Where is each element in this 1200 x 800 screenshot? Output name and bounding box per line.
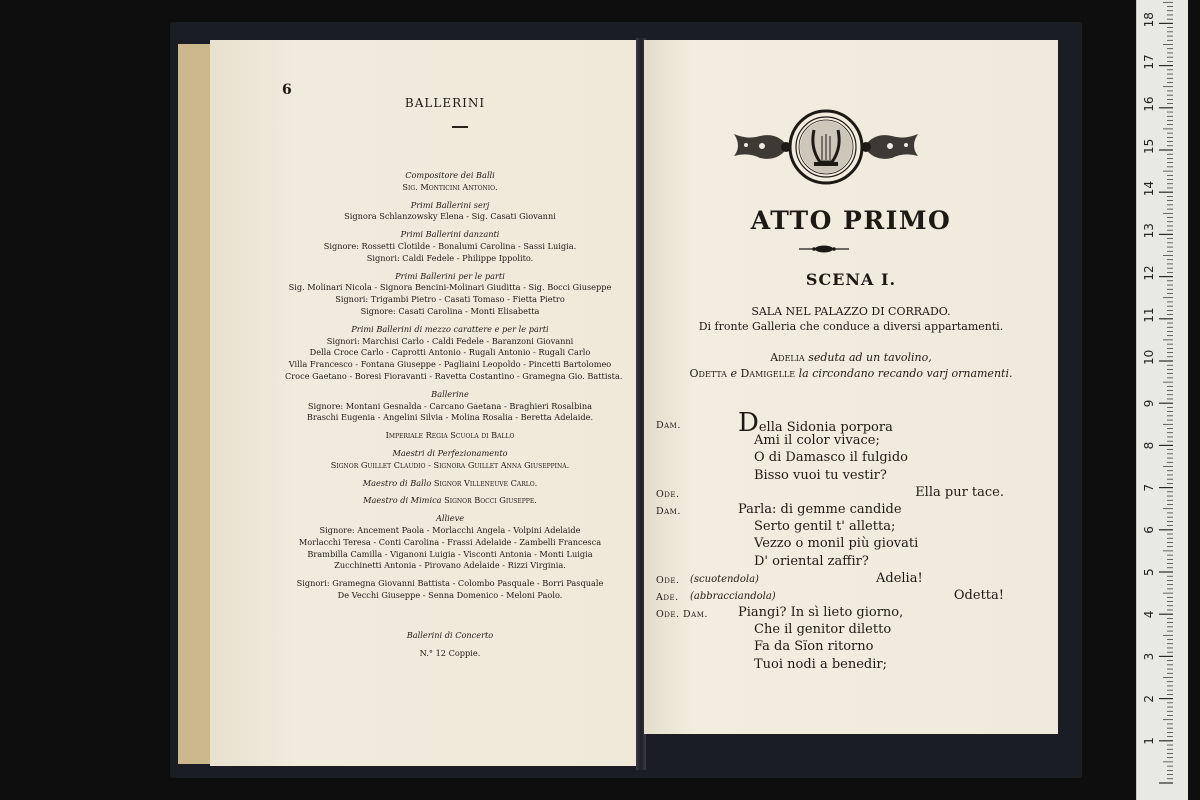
ruler-label: 4: [1142, 610, 1156, 619]
direction-text: la circondano recando varj ornamenti.: [798, 367, 1013, 380]
ruler-label: 3: [1142, 652, 1156, 661]
dialogue-line: [654, 501, 994, 518]
verse: Della Sidonia porpora: [738, 408, 893, 438]
speaker: Dam.: [656, 505, 681, 517]
ruler-label: 17: [1142, 54, 1156, 70]
cast-line: Signor Guillet Claudio - Signora Guillet Anna Giuseppina.: [330, 459, 570, 470]
dialogue: [654, 408, 1004, 673]
section-heading: Maestri di Perfezionamento: [392, 447, 508, 458]
right-page: [644, 40, 1058, 734]
dialogue-line: [654, 467, 994, 484]
ruler-label: 5: [1142, 568, 1156, 576]
dialogue-line: [654, 621, 994, 638]
cast-line: Zucchinetti Antonia - Pirovano Adelaide - Rizzi Virginia.: [334, 560, 566, 571]
cast-line: Signori: Gramegna Giovanni Battista - Colombo Pasquale - Borri Pasquale: [296, 578, 604, 589]
setting-line: Di fronte Galleria che conduce a diversi appartamenti.: [698, 320, 1004, 333]
dialogue-line: [654, 587, 1004, 604]
ruler-label: 7: [1142, 483, 1156, 492]
verse: Che il genitor diletto: [754, 622, 892, 638]
character-name: Odetta: [689, 367, 727, 380]
cast-line: Morlacchi Teresa - Conti Carolina - Frassi Adelaide - Zambelli Francesca: [298, 536, 602, 547]
section-heading: Compositore dei Balli: [405, 170, 495, 180]
section-heading: Ballerine: [431, 388, 469, 399]
ruler-label: 18: [1142, 12, 1156, 28]
ruler-label: 12: [1142, 265, 1156, 281]
verse: Serto gentil t' alletta;: [754, 519, 896, 535]
ruler-label: 1: [1142, 737, 1156, 745]
section-heading: Primi Ballerini serj: [410, 199, 490, 210]
ruler-label: 16: [1142, 96, 1156, 112]
scene-title: SCENA I.: [805, 270, 897, 289]
verse: Ami il color vivace;: [754, 433, 880, 449]
ruler-ticks: [1137, 0, 1189, 800]
left-page: [210, 40, 640, 766]
act-title: ATTO PRIMO: [750, 206, 952, 235]
dialogue-line: [654, 656, 994, 673]
cast-line: Signore: Rossetti Clotilde - Bonalumi Carolina - Sassi Luigia.: [323, 240, 577, 251]
cast-line: Signore: Casati Carolina - Monti Elisabetta: [360, 305, 540, 316]
section-heading: Maestro di Ballo: [362, 477, 432, 488]
dialogue-line: [654, 638, 994, 655]
cast-line: Signori: Caldi Fedele - Philippe Ippolito.: [366, 252, 534, 263]
character-name: Damigelle: [740, 367, 796, 380]
page-edges: [178, 44, 212, 764]
direction-text: seduta ad un tavolino,: [808, 351, 932, 364]
page-number: 6: [282, 82, 292, 98]
cast-line: Signore: Ancement Paola - Morlacchi Angela - Volpini Adelaide: [319, 524, 581, 535]
dialogue-line: [654, 408, 994, 438]
speaker: Ode.: [656, 574, 680, 586]
section-heading: Primi Ballerini danzanti: [400, 229, 500, 240]
dialogue-line: [654, 449, 994, 466]
cast-line: Sig. Monticini Antonio.: [402, 181, 498, 192]
page-title: BALLERINI: [404, 96, 486, 110]
speaker: Ade.: [656, 591, 679, 603]
cast-line: Signori: Marchisi Carlo - Caldi Fedele - Baranzoni Giovanni: [326, 335, 574, 346]
speaker: Ode.: [656, 488, 680, 500]
ruler-label: 2: [1142, 694, 1156, 703]
scene-setting: [644, 304, 1058, 334]
measuring-ruler: [1136, 0, 1188, 800]
cast-line: Brambilla Camilla - Viganoni Luigia - Visconti Antonia - Monti Luigia: [307, 548, 593, 559]
cast-line: Braschi Eugenia - Angelini Silvia - Molina Rosalia - Beretta Adelaide.: [306, 412, 594, 423]
dialogue-line: [654, 535, 994, 552]
lyre-ornament-icon: [726, 106, 926, 188]
dialogue-line: [654, 553, 994, 570]
verse: Odetta!: [953, 587, 1004, 603]
cast-line: Croce Gaetano - Boresi Fioravanti - Ravetta Costantino - Gramegna Gio. Battista.: [285, 370, 623, 381]
verse: Vezzo o monil più giovati: [754, 536, 919, 552]
verse: Fa da Sïon ritorno: [754, 639, 874, 655]
speaker: Dam.: [656, 420, 681, 431]
verse: Parla: di gemme candide: [738, 501, 902, 517]
cast-line: De Vecchi Giuseppe - Senna Domenico - Meloni Paolo.: [337, 589, 563, 600]
verse: Ella pur tace.: [915, 484, 1004, 500]
speaker: Ode. Dam.: [656, 609, 708, 621]
dialogue-line: [654, 604, 994, 621]
stage-directions: [644, 350, 1058, 382]
school-title: Imperiale Regia Scuola di Ballo: [385, 430, 515, 441]
cast-line: Signor Villeneuve Carlo.: [433, 477, 538, 488]
verse: D' oriental zaffir?: [754, 553, 869, 569]
ruler-label: 8: [1142, 441, 1156, 450]
dialogue-line: [654, 432, 994, 449]
dialogue-line: [654, 570, 994, 587]
dialogue-line: [654, 484, 1004, 501]
flourish-divider-icon: [799, 244, 849, 254]
cast-line: Della Croce Carlo - Caprotti Antonio - Rugali Antonio - Rugali Carlo: [309, 347, 591, 358]
ruler-label: 15: [1142, 138, 1156, 154]
section-heading: Maestro di Mimica: [363, 495, 442, 506]
ruler-label: 9: [1142, 399, 1156, 408]
stage-direction: (scuotendola): [690, 573, 759, 585]
title-rule: [452, 126, 468, 128]
direction-text: e: [730, 367, 737, 380]
section-heading: Primi Ballerini per le parti: [395, 270, 505, 281]
ruler-label: 6: [1142, 526, 1156, 534]
cast-line: Signora Schlanzowsky Elena - Sig. Casati Giovanni: [344, 211, 556, 222]
stage-direction: (abbracciandola): [690, 590, 776, 602]
character-name: Adelia: [770, 351, 805, 364]
verse: Bisso vuoi tu vestir?: [754, 467, 887, 483]
ruler-label: 11: [1142, 307, 1156, 323]
cast-list: [285, 170, 623, 659]
verse: O di Damasco il fulgido: [754, 450, 908, 466]
cast-line: Villa Francesco - Fontana Giuseppe - Pagliaini Leopoldo - Pincetti Bartolomeo: [288, 359, 612, 370]
setting-line: SALA NEL PALAZZO DI CORRADO.: [751, 305, 951, 318]
verse: Piangi? In sì lieto giorno,: [738, 605, 904, 621]
ruler-label: 14: [1142, 180, 1156, 197]
cast-line: Signor Bocci Giuseppe.: [444, 495, 537, 506]
ruler-label: 10: [1142, 349, 1156, 365]
cast-line: Signori: Trigambi Pietro - Casati Tomaso - Fietta Pietro: [335, 294, 565, 305]
cast-line: Sig. Molinari Nicola - Signora Bencini-Molinari Giuditta - Sig. Bocci Giuseppe: [288, 282, 612, 293]
verse: Adelia!: [876, 570, 923, 586]
section-heading: Allieve: [435, 513, 465, 524]
verse: Tuoi nodi a benedir;: [754, 656, 888, 672]
section-heading: Ballerini di Concerto: [406, 629, 494, 640]
cast-line: N.° 12 Coppie.: [419, 647, 481, 658]
section-heading: Primi Ballerini di mezzo carattere e per le parti: [351, 323, 549, 334]
ruler-label: 13: [1142, 223, 1156, 239]
cast-line: Signore: Montani Gesnalda - Carcano Gaetana - Braghieri Rosalbina: [307, 400, 593, 411]
dialogue-line: [654, 518, 994, 535]
